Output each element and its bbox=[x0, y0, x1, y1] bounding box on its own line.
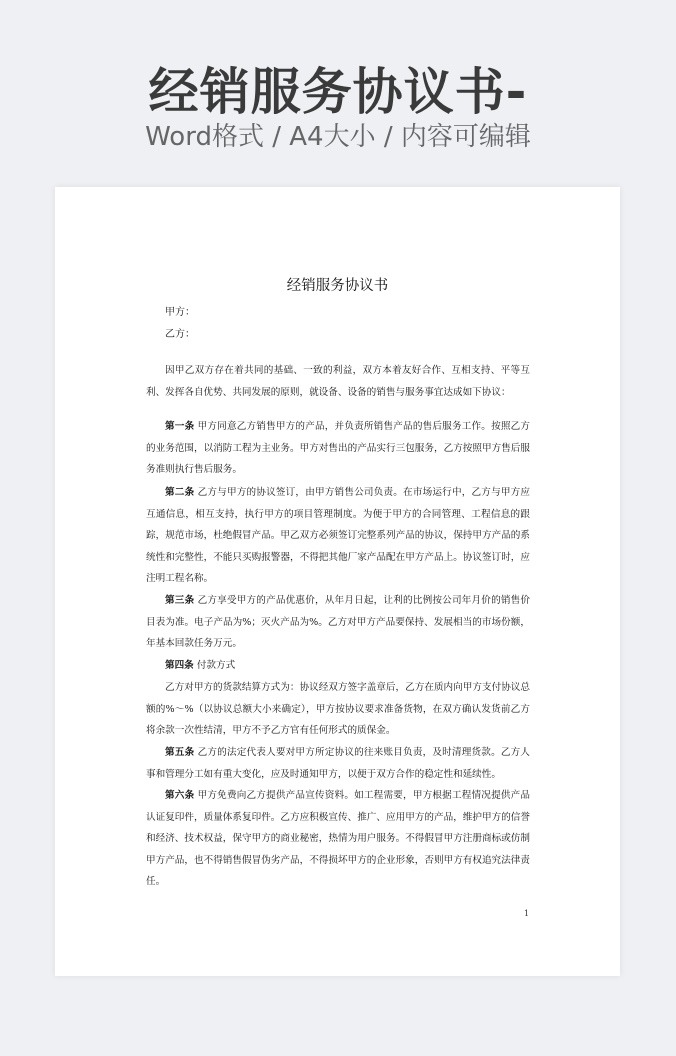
page-number: 1 bbox=[524, 909, 530, 918]
article-text: 乙方的法定代表人要对甲方所定协议的往来账目负责，及时清理货款。乙方人事和管理分工如有重大变化，应及时通知甲方，以便于双方合作的稳定性和延续性。 bbox=[146, 747, 531, 780]
article-text: 甲方同意乙方销售甲方的产品，并负责所销售产品的售后服务工作。按照乙方的业务范围，以消防工程为主业务。甲方对售出的产品实行三包服务，乙方按照甲方售后服务准则执行售后服务。 bbox=[146, 421, 531, 476]
article-heading: 第二条 bbox=[165, 487, 195, 498]
document-title: 经销服务协议书 bbox=[286, 278, 389, 294]
document-page bbox=[55, 187, 620, 976]
article-heading: 第五条 bbox=[165, 747, 195, 758]
party-b-label: 乙方： bbox=[165, 329, 195, 340]
article-heading: 第六条 bbox=[165, 790, 195, 801]
article-heading: 第一条 bbox=[165, 421, 195, 432]
party-a-label: 甲方： bbox=[165, 307, 195, 318]
article-1 bbox=[146, 416, 530, 481]
article-text: 甲方免费向乙方提供产品宣传资料。如工程需要，甲方根据工程情况提供产品认证复印件，质量体系复印件。乙方应积极宣传、推广、应用甲方的产品，维护甲方的信誉和经济、技术权益，保守甲方的商业秘密，热情为用户服务。不得假冒甲方注册商标或仿制甲方产品，也不得销售假冒伪劣产品，不得损坏甲方的企业形象，否则甲方有权追究法律责任。 bbox=[146, 790, 531, 888]
article-4 bbox=[146, 655, 530, 677]
intro-paragraph: 因甲乙双方存在着共同的基础、一致的利益，双方本着友好合作、互相支持、平等互利、发挥各自优势、共同发展的原则，就设备、设备的销售与服务事宜达成如下协议： bbox=[146, 365, 530, 398]
article-3 bbox=[146, 590, 530, 655]
article-text: 乙方享受甲方的产品优惠价，从年月日起，让利的比例按公司年月价的销售价目表为准。电子产品为%；灭火产品为%。乙方对甲方产品要保持、发展相当的市场份额，年基本回款任务万元。 bbox=[146, 595, 531, 650]
article-4-body: 乙方对甲方的货款结算方式为：协议经双方签字盖章后，乙方在质内向甲方支付协议总额的%～%（以协议总额大小来确定），甲方按协议要求准备货物，在双方确认发货前乙方将余款一次性结清，甲方不予乙方官有任何形式的质保金。 bbox=[146, 682, 530, 737]
article-text: 乙方与甲方的协议签订，由甲方销售公司负责。在市场运行中，乙方与甲方应互通信息，相互支持，执行甲方的项目管理制度。为便于甲方的合同管理、工程信息的跟踪，规范市场，杜绝假冒产品。甲乙双方必须签订完整系列产品的协议，保持甲方产品的系统性和完整性，不能只买购报警器，不得把其他厂家产品配在甲方产品上。协议签订时，应注明工程名称。 bbox=[146, 487, 531, 585]
banner-title: 经销服务协议书- bbox=[148, 63, 528, 121]
article-5 bbox=[146, 742, 530, 785]
article-heading: 第四条 bbox=[165, 660, 194, 671]
article-heading: 第三条 bbox=[165, 595, 195, 606]
article-2 bbox=[146, 482, 530, 590]
article-text: 付款方式 bbox=[196, 660, 236, 671]
article-6 bbox=[146, 785, 530, 893]
banner-subtitle: Word格式 / A4大小 / 内容可编辑 bbox=[145, 122, 531, 152]
